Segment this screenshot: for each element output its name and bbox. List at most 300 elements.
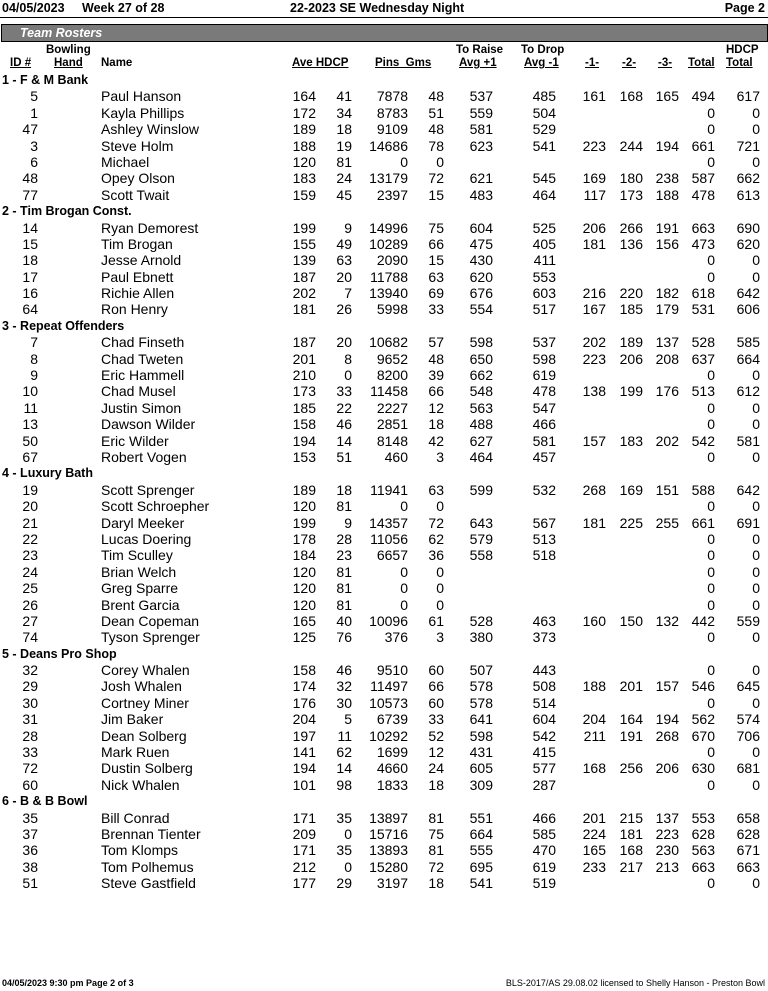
to-drop-value: 541 <box>532 137 556 154</box>
player-handicap: 20 <box>336 334 352 351</box>
player-id: 9 <box>30 367 38 384</box>
to-drop-value: 466 <box>532 809 556 826</box>
series-total: 442 <box>691 612 715 629</box>
player-name: Mark Ruen <box>101 744 170 761</box>
player-average: 194 <box>292 432 316 449</box>
player-average: 178 <box>292 530 316 547</box>
player-row <box>0 826 768 842</box>
player-id: 17 <box>22 268 38 285</box>
game2-score: 136 <box>619 235 643 252</box>
player-pins: 460 <box>384 448 408 465</box>
player-id: 25 <box>22 580 38 597</box>
player-average: 120 <box>292 580 316 597</box>
series-total: 0 <box>707 121 715 138</box>
player-average: 187 <box>292 334 316 351</box>
player-games: 66 <box>428 678 444 695</box>
player-pins: 0 <box>400 153 408 170</box>
player-handicap: 5 <box>344 711 352 728</box>
player-id: 14 <box>22 219 38 236</box>
to-raise-value: 464 <box>469 448 493 465</box>
player-average: 158 <box>292 662 316 679</box>
player-name: Tom Klomps <box>101 842 179 859</box>
player-row <box>0 597 768 613</box>
player-row <box>0 400 768 416</box>
player-handicap: 35 <box>336 809 352 826</box>
player-row <box>0 547 768 563</box>
player-average: 164 <box>292 88 316 105</box>
to-drop-value: 470 <box>532 842 556 859</box>
player-pins: 2090 <box>376 252 408 269</box>
game1-score: 161 <box>582 88 606 105</box>
col-total: Total <box>688 57 715 69</box>
player-id: 28 <box>22 727 38 744</box>
to-drop-value: 485 <box>532 88 556 105</box>
to-raise-value: 528 <box>469 612 493 629</box>
player-games: 18 <box>428 875 444 892</box>
player-name: Chad Tweten <box>101 350 184 367</box>
player-id: 31 <box>22 711 38 728</box>
player-row <box>0 105 768 121</box>
handicap-total: 642 <box>736 481 760 498</box>
col-game2: -2- <box>622 57 637 69</box>
player-row <box>0 433 768 449</box>
player-average: 172 <box>292 104 316 121</box>
player-handicap: 81 <box>336 596 352 613</box>
to-drop-value: 547 <box>532 399 556 416</box>
player-games: 12 <box>428 744 444 761</box>
to-drop-value: 525 <box>532 219 556 236</box>
player-average: 189 <box>292 481 316 498</box>
player-row <box>0 564 768 580</box>
player-handicap: 11 <box>337 727 352 744</box>
player-row <box>0 449 768 465</box>
player-games: 18 <box>428 776 444 793</box>
player-games: 33 <box>428 301 444 318</box>
to-drop-value: 604 <box>532 711 556 728</box>
player-name: Scott Sprenger <box>101 481 195 498</box>
col-to-raise: To Raise <box>456 44 504 56</box>
handicap-total: 0 <box>752 563 760 580</box>
game3-score: 151 <box>655 481 679 498</box>
player-handicap: 76 <box>336 629 352 646</box>
player-average: 165 <box>292 612 316 629</box>
to-raise-value: 664 <box>469 825 493 842</box>
player-pins: 8200 <box>376 367 408 384</box>
player-pins: 14996 <box>369 219 408 236</box>
player-average: 187 <box>292 268 316 285</box>
game1-score: 117 <box>583 186 606 203</box>
player-average: 188 <box>292 137 316 154</box>
player-id: 5 <box>30 88 38 105</box>
to-raise-value: 578 <box>469 694 493 711</box>
team-heading: 5 - Deans Pro Shop <box>2 646 117 661</box>
series-total: 0 <box>707 776 715 793</box>
player-id: 29 <box>22 678 38 695</box>
player-pins: 13940 <box>369 285 408 302</box>
player-handicap: 35 <box>336 842 352 859</box>
player-games: 57 <box>428 334 444 351</box>
handicap-total: 706 <box>736 727 760 744</box>
team-heading: 6 - B & B Bowl <box>2 794 88 809</box>
handicap-total: 0 <box>752 448 760 465</box>
player-pins: 15716 <box>369 825 408 842</box>
player-name: Robert Vogen <box>101 448 187 465</box>
col-hdcp: HDCP <box>726 44 759 56</box>
game3-score: 191 <box>655 219 679 236</box>
player-row <box>0 859 768 875</box>
series-total: 663 <box>691 219 715 236</box>
player-handicap: 46 <box>336 416 352 433</box>
player-games: 36 <box>428 547 444 564</box>
game3-score: 230 <box>655 842 679 859</box>
player-pins: 10292 <box>369 727 408 744</box>
player-pins: 0 <box>400 596 408 613</box>
player-row <box>0 629 768 645</box>
series-total: 0 <box>707 448 715 465</box>
player-name: Jesse Arnold <box>101 252 182 269</box>
player-average: 120 <box>292 498 316 515</box>
series-total: 587 <box>691 170 715 187</box>
to-drop-value: 518 <box>532 547 556 564</box>
game1-score: 233 <box>582 858 606 875</box>
to-raise-value: 620 <box>469 268 493 285</box>
player-average: 210 <box>292 367 316 384</box>
player-games: 66 <box>428 383 444 400</box>
player-handicap: 14 <box>336 432 352 449</box>
player-handicap: 0 <box>344 825 352 842</box>
game2-score: 217 <box>619 858 643 875</box>
player-row <box>0 301 768 317</box>
player-id: 30 <box>22 694 38 711</box>
col-avg-minus1: Avg -1 <box>524 57 559 69</box>
handicap-total: 0 <box>752 153 760 170</box>
player-average: 181 <box>292 301 316 318</box>
handicap-total: 620 <box>736 235 760 252</box>
player-row <box>0 744 768 760</box>
player-average: 204 <box>292 711 316 728</box>
to-raise-value: 483 <box>469 186 493 203</box>
col-bowling: Bowling <box>46 44 91 56</box>
player-name: Dean Solberg <box>101 727 187 744</box>
player-row <box>0 728 768 744</box>
game3-score: 176 <box>655 383 679 400</box>
player-row <box>0 334 768 350</box>
series-total: 0 <box>707 563 715 580</box>
game1-score: 168 <box>582 760 606 777</box>
handicap-total: 0 <box>752 662 760 679</box>
game3-score: 182 <box>655 285 679 302</box>
series-total: 528 <box>691 334 715 351</box>
game1-score: 202 <box>582 334 606 351</box>
col-ave-hdcp: Ave HDCP <box>292 57 349 69</box>
player-handicap: 20 <box>336 268 352 285</box>
player-handicap: 23 <box>336 547 352 564</box>
player-id: 3 <box>30 137 38 154</box>
player-games: 0 <box>436 153 444 170</box>
footer-left: 04/05/2023 9:30 pm Page 2 of 3 <box>2 978 134 988</box>
to-raise-value: 598 <box>469 334 493 351</box>
player-id: 77 <box>22 186 38 203</box>
player-average: 197 <box>292 727 316 744</box>
to-raise-value: 621 <box>469 170 493 187</box>
to-drop-value: 581 <box>532 432 556 449</box>
player-name: Bill Conrad <box>101 809 170 826</box>
game3-score: 179 <box>655 301 679 318</box>
player-row <box>0 220 768 236</box>
player-games: 12 <box>428 399 444 416</box>
game1-score: 206 <box>582 219 606 236</box>
game2-score: 173 <box>619 186 643 203</box>
game3-score: 268 <box>655 727 679 744</box>
series-total: 670 <box>691 727 715 744</box>
player-handicap: 32 <box>336 678 352 695</box>
player-games: 0 <box>436 563 444 580</box>
game1-score: 211 <box>583 727 606 744</box>
player-row <box>0 515 768 531</box>
player-id: 38 <box>22 858 38 875</box>
player-row <box>0 416 768 432</box>
player-pins: 14357 <box>369 514 408 531</box>
game1-score: 201 <box>582 809 606 826</box>
footer-right: BLS-2017/AS 29.08.02 licensed to Shelly Hanson - Preston Bowl <box>505 978 765 988</box>
handicap-total: 0 <box>752 367 760 384</box>
player-handicap: 29 <box>336 875 352 892</box>
player-id: 21 <box>22 514 38 531</box>
player-average: 159 <box>292 186 316 203</box>
player-pins: 11056 <box>370 530 408 547</box>
handicap-total: 681 <box>736 760 760 777</box>
player-row <box>0 367 768 383</box>
handicap-total: 617 <box>736 88 760 105</box>
player-handicap: 81 <box>336 563 352 580</box>
series-total: 637 <box>691 350 715 367</box>
player-row <box>0 252 768 268</box>
player-id: 36 <box>22 842 38 859</box>
player-handicap: 0 <box>344 367 352 384</box>
player-pins: 1833 <box>376 776 408 793</box>
series-total: 628 <box>691 825 715 842</box>
player-id: 22 <box>22 530 38 547</box>
player-average: 173 <box>292 383 316 400</box>
player-games: 75 <box>428 219 444 236</box>
game2-score: 164 <box>619 711 643 728</box>
player-name: Brian Welch <box>101 563 177 580</box>
header-page: Page 2 <box>724 1 765 15</box>
player-games: 60 <box>428 694 444 711</box>
player-handicap: 30 <box>336 694 352 711</box>
player-average: 184 <box>292 547 316 564</box>
player-row <box>0 482 768 498</box>
section-title: Team Rosters <box>20 26 103 40</box>
header-date: 04/05/2023 <box>2 1 65 15</box>
player-games: 42 <box>428 432 444 449</box>
to-drop-value: 478 <box>532 383 556 400</box>
game1-score: 167 <box>582 301 606 318</box>
handicap-total: 0 <box>752 416 760 433</box>
player-name: Lucas Doering <box>101 530 192 547</box>
player-row <box>0 678 768 694</box>
player-id: 1 <box>30 104 38 121</box>
to-raise-value: 695 <box>469 858 493 875</box>
to-raise-value: 488 <box>469 416 493 433</box>
player-handicap: 33 <box>336 383 352 400</box>
to-raise-value: 558 <box>469 547 493 564</box>
to-raise-value: 431 <box>469 744 493 761</box>
game1-score: 223 <box>582 350 606 367</box>
player-row <box>0 187 768 203</box>
team-heading: 4 - Luxury Bath <box>2 466 93 481</box>
player-row <box>0 662 768 678</box>
to-drop-value: 373 <box>532 629 556 646</box>
player-id: 7 <box>30 334 38 351</box>
player-id: 18 <box>22 252 38 269</box>
player-name: Cortney Miner <box>101 694 189 711</box>
series-total: 661 <box>691 514 715 531</box>
series-total: 0 <box>707 367 715 384</box>
player-average: 158 <box>292 416 316 433</box>
player-id: 33 <box>22 744 38 761</box>
col-id: ID # <box>10 57 32 69</box>
game2-score: 183 <box>619 432 643 449</box>
series-total: 630 <box>691 760 715 777</box>
game3-score: 132 <box>655 612 679 629</box>
player-handicap: 18 <box>336 121 352 138</box>
game2-score: 206 <box>619 350 643 367</box>
to-raise-value: 537 <box>469 88 493 105</box>
series-total: 0 <box>707 596 715 613</box>
player-pins: 10573 <box>369 694 408 711</box>
player-name: Brent Garcia <box>101 596 180 613</box>
player-handicap: 34 <box>336 104 352 121</box>
player-handicap: 46 <box>336 662 352 679</box>
player-average: 171 <box>292 809 316 826</box>
col-game3: -3- <box>658 57 673 69</box>
player-id: 37 <box>22 825 38 842</box>
series-total: 513 <box>691 383 715 400</box>
game1-score: 204 <box>582 711 606 728</box>
to-drop-value: 519 <box>532 875 556 892</box>
player-average: 125 <box>292 629 316 646</box>
player-row <box>0 842 768 858</box>
game2-score: 201 <box>619 678 643 695</box>
player-average: 120 <box>292 153 316 170</box>
to-raise-value: 548 <box>469 383 493 400</box>
game1-score: 160 <box>582 612 606 629</box>
player-name: Michael <box>101 153 150 170</box>
player-games: 48 <box>428 350 444 367</box>
series-total: 0 <box>707 498 715 515</box>
handicap-total: 721 <box>736 137 760 154</box>
player-id: 23 <box>22 547 38 564</box>
player-row <box>0 760 768 776</box>
series-total: 0 <box>707 416 715 433</box>
to-drop-value: 537 <box>532 334 556 351</box>
player-average: 202 <box>292 285 316 302</box>
player-games: 62 <box>428 530 444 547</box>
player-games: 72 <box>428 170 444 187</box>
team-heading: 1 - F & M Bank <box>2 73 89 87</box>
player-row <box>0 154 768 170</box>
player-pins: 3197 <box>376 875 408 892</box>
series-total: 0 <box>707 252 715 269</box>
handicap-total: 0 <box>752 694 760 711</box>
player-games: 72 <box>428 858 444 875</box>
game1-score: 216 <box>582 285 606 302</box>
player-games: 63 <box>428 268 444 285</box>
player-pins: 13179 <box>369 170 408 187</box>
to-drop-value: 567 <box>532 514 556 531</box>
game1-score: 181 <box>582 514 606 531</box>
player-handicap: 81 <box>336 580 352 597</box>
player-games: 69 <box>428 285 444 302</box>
player-row <box>0 531 768 547</box>
game2-score: 185 <box>619 301 643 318</box>
player-handicap: 26 <box>336 301 352 318</box>
game3-score: 202 <box>655 432 679 449</box>
player-pins: 8783 <box>376 104 408 121</box>
player-name: Ron Henry <box>101 301 168 318</box>
player-games: 15 <box>428 186 444 203</box>
player-average: 174 <box>292 678 316 695</box>
player-handicap: 9 <box>344 219 352 236</box>
player-row <box>0 580 768 596</box>
player-id: 13 <box>22 416 38 433</box>
game3-score: 213 <box>655 858 679 875</box>
handicap-total: 585 <box>736 334 760 351</box>
series-total: 563 <box>691 842 715 859</box>
player-row <box>0 236 768 252</box>
series-total: 661 <box>691 137 715 154</box>
game2-score: 199 <box>619 383 643 400</box>
player-id: 27 <box>22 612 38 629</box>
series-total: 0 <box>707 399 715 416</box>
player-id: 47 <box>22 121 38 138</box>
player-handicap: 8 <box>344 350 352 367</box>
player-pins: 11788 <box>370 268 408 285</box>
series-total: 473 <box>691 235 715 252</box>
player-games: 18 <box>428 416 444 433</box>
game2-score: 181 <box>619 825 643 842</box>
player-games: 60 <box>428 662 444 679</box>
game2-score: 168 <box>619 842 643 859</box>
player-name: Ashley Winslow <box>101 121 200 138</box>
handicap-total: 0 <box>752 580 760 597</box>
game1-score: 157 <box>582 432 606 449</box>
player-average: 199 <box>292 219 316 236</box>
handicap-total: 0 <box>752 252 760 269</box>
player-games: 63 <box>428 481 444 498</box>
player-name: Steve Holm <box>101 137 174 154</box>
player-average: 176 <box>292 694 316 711</box>
player-games: 24 <box>428 760 444 777</box>
player-row <box>0 383 768 399</box>
to-drop-value: 577 <box>532 760 556 777</box>
player-row <box>0 695 768 711</box>
player-average: 155 <box>292 235 316 252</box>
game1-score: 268 <box>582 481 606 498</box>
game2-score: 169 <box>619 481 643 498</box>
player-pins: 7878 <box>376 88 408 105</box>
to-raise-value: 559 <box>469 104 493 121</box>
player-games: 66 <box>428 235 444 252</box>
player-pins: 9510 <box>376 662 408 679</box>
team-heading: 2 - Tim Brogan Const. <box>2 204 132 219</box>
player-handicap: 98 <box>336 776 352 793</box>
player-handicap: 51 <box>336 448 352 465</box>
game2-score: 266 <box>619 219 643 236</box>
to-raise-value: 475 <box>469 235 493 252</box>
handicap-total: 0 <box>752 596 760 613</box>
